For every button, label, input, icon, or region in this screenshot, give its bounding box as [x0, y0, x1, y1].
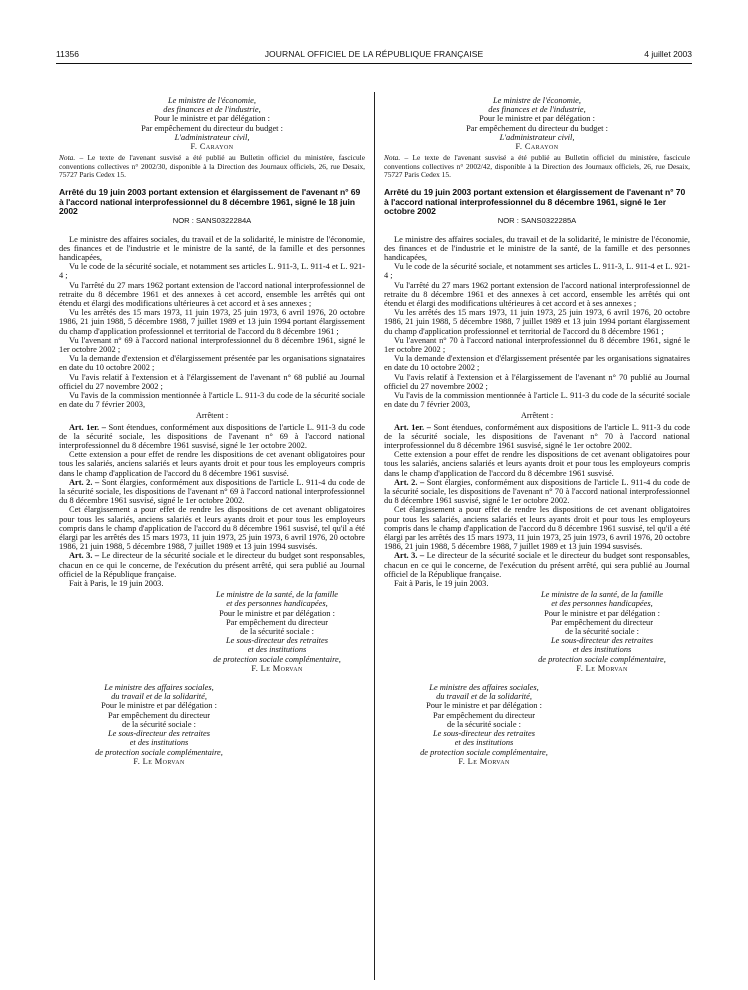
- signature-line: et des institutions: [129, 738, 189, 748]
- signature-line: L'administrateur civil,: [174, 132, 250, 142]
- preamble-paragraph: Vu la demande d'extension et d'élargissement présentée par les organisations signataires en date du 10 octobre 2002 ;: [59, 354, 365, 373]
- signature-lines: [384, 683, 584, 766]
- signature-lines: [514, 590, 690, 673]
- signature-line: Par empêchement du directeur: [225, 617, 329, 627]
- page-number: 11356: [56, 49, 80, 59]
- signature-line: Pour le ministre et par délégation :: [101, 701, 217, 711]
- signature-line: Le ministre de l'économie,: [167, 96, 256, 105]
- signature-line: de protection sociale complémentaire,: [420, 747, 548, 757]
- article-label: Art. 1er. –: [394, 422, 431, 432]
- article-paragraph: Cette extension a pour effet de rendre les dispositions de cet avenant obligatoires pour tous les salariés, anciens salariés et leurs ayants droit et pour tous les employeurs compris dans le champ d'application de l'accord du 8 décembre 1961 susvisé.: [384, 450, 690, 478]
- fait-a-paris: Fait à Paris, le 19 juin 2003.: [394, 579, 489, 589]
- signature-line: des finances et de l'industrie,: [488, 105, 586, 115]
- signature-line: et des institutions: [454, 738, 514, 748]
- article-text: Sont élargies, conformément aux dispositions de l'article L. 911-4 du code de la sécurité sociale, les dispositions de l'avenant n° 69 à l'accord national interprofessionnel du 8 décembre 1961 susvisé, signé le 1er octobre 2002.: [59, 477, 366, 506]
- arretent-heading: Arrêtent :: [195, 411, 229, 421]
- article-paragraph: [384, 423, 690, 451]
- note-text: Le texte de l'avenant susvisé a été publié au Bulletin officiel du ministère, fascicule conventions collectives n° 2002/30, disponible à la Direction des Journaux officiels, 26, rue Desaix, 75727 Paris Cedex 15.: [59, 153, 366, 179]
- fait-a-paris: Fait à Paris, le 19 juin 2003.: [69, 579, 164, 589]
- signature-line: Pour le ministre et par délégation :: [219, 608, 335, 618]
- article-label: Art. 3. –: [69, 551, 100, 561]
- note-lead: Nota. –: [59, 153, 84, 163]
- article-label: Art. 2. –: [69, 477, 100, 487]
- signature-line: Par empêchement du directeur: [550, 617, 654, 627]
- signature-line: Par empêchement du directeur: [432, 710, 536, 720]
- signature-block-sante: [59, 590, 365, 673]
- signature-line: Pour le ministre et par délégation :: [479, 114, 595, 124]
- signature-line: F. Carayon: [515, 142, 559, 152]
- preamble-paragraph: Vu le code de la sécurité sociale, et notamment ses articles L. 911-3, L. 911-4 et L. 921-4 ;: [59, 262, 365, 281]
- preamble-paragraph: Vu les arrêtés des 15 mars 1973, 11 juin 1973, 25 juin 1973, 6 avril 1976, 20 octobre 1986, 21 juin 1988, 5 décembre 1988, 7 juillet 1989 et 13 juin 1994 portant élargissement du champ d'application professionnel et territorial de l'accord du 8 décembre 1961 ;: [384, 308, 690, 336]
- publication-note: [384, 154, 690, 179]
- article-text: Le directeur de la sécurité sociale et le directeur du budget sont responsables, chacun en ce qui le concerne, de l'exécution du présent arrêté, qui sera publié au Journal officiel de la République française.: [384, 551, 690, 579]
- nor-reference: NOR : SANS0322285A: [497, 216, 577, 226]
- signature-line: F. Carayon: [190, 142, 234, 152]
- signature-line: Le sous-directeur des retraites: [551, 636, 653, 646]
- signature-line: Le ministre des affaires sociales,: [104, 683, 214, 693]
- publication-note: [59, 154, 365, 179]
- signature-lines: [189, 590, 365, 673]
- signature-line: Le sous-directeur des retraites: [226, 636, 328, 646]
- decree-title: Arrêté du 19 juin 2003 portant extension et élargissement de l'avenant n° 70 à l'accord national interprofessionnel du 8 décembre 1961, signé le 1er octobre 2002: [384, 187, 686, 216]
- signature-line: F. Le Morvan: [251, 663, 303, 673]
- preamble-paragraph: Vu l'arrêté du 27 mars 1962 portant extension de l'accord national interprofessionnel de retraite du 8 décembre 1961 et des annexes à cet accord, ensemble les arrêtés qui ont étendu et élargi des modifications ultérieures à cet accord et à ses annexes ;: [384, 280, 690, 308]
- signature-lines: [59, 683, 259, 766]
- issue-date: 4 juillet 2003: [644, 49, 692, 59]
- arretent-heading: Arrêtent :: [520, 411, 554, 421]
- signature-line: Le sous-directeur des retraites: [433, 729, 535, 739]
- signature-line: Le ministre des affaires sociales,: [429, 683, 539, 693]
- signature-line: de la sécurité sociale :: [565, 627, 639, 637]
- signature-line: Pour le ministre et par délégation :: [544, 608, 660, 618]
- article-label: Art. 3. –: [394, 551, 425, 561]
- article-text: Sont élargies, conformément aux dispositions de l'article L. 911-4 du code de la sécurité sociale, les dispositions de l'avenant n° 70 à l'accord national interprofessionnel du 8 décembre 1961 susvisé, signé le 1er octobre 2002.: [384, 477, 691, 506]
- signature-line: des finances et de l'industrie,: [163, 105, 261, 115]
- signature-line: F. Le Morvan: [576, 663, 628, 673]
- article-paragraph: [59, 478, 365, 506]
- article-paragraph: [59, 423, 365, 451]
- article-text: Le directeur de la sécurité sociale et le directeur du budget sont responsables, chacun en ce qui le concerne, de l'exécution du présent arrêté, qui sera publié au Journal officiel de la République française.: [59, 551, 365, 579]
- signature-line: Par empêchement du directeur du budget :: [141, 123, 283, 133]
- article-text: Sont étendues, conformément aux dispositions de l'article L. 911-3 du code de la sécurité sociale, les dispositions de l'avenant n° 69 à l'accord national interprofessionnel du 8 décembre 1961 susvisé, signé le 1er octobre 2002.: [59, 422, 366, 450]
- signature-line: et des personnes handicapées,: [551, 599, 653, 609]
- article-label: Art. 1er. –: [69, 422, 106, 432]
- article-paragraph: [59, 551, 365, 579]
- signature-line: Par empêchement du directeur: [107, 710, 211, 720]
- signature-line: F. Le Morvan: [458, 756, 510, 766]
- signature-line: de la sécurité sociale :: [447, 719, 521, 729]
- signature-line: Pour le ministre et par délégation :: [154, 114, 270, 124]
- preamble-paragraph: Le ministre des affaires sociales, du travail et de la solidarité, le ministre de l'économie, des finances et de l'industrie et le ministre de la santé, de la famille et des personnes handicapées,: [384, 234, 690, 262]
- top-signature-block: [59, 96, 365, 151]
- preamble-paragraph: Vu l'avis de la commission mentionnée à l'article L. 911-3 du code de la sécurité sociale en date du 7 février 2003,: [59, 390, 365, 410]
- top-signature-block: [384, 96, 690, 151]
- signature-line: de la sécurité sociale :: [240, 627, 314, 637]
- signature-line: et des personnes handicapées,: [226, 599, 328, 609]
- signature-line: F. Le Morvan: [133, 756, 185, 766]
- column-divider: [374, 92, 375, 980]
- article-paragraph: Cette extension a pour effet de rendre les dispositions de cet avenant obligatoires pour tous les salariés, anciens salariés et leurs ayants droit et pour tous les employeurs compris dans le champ d'application de l'accord du 8 décembre 1961 susvisé.: [59, 450, 365, 478]
- signature-line: de la sécurité sociale :: [122, 719, 196, 729]
- note-lead: Nota. –: [384, 153, 409, 163]
- signature-line: du travail et de la solidarité,: [111, 692, 207, 702]
- signature-line: Le ministre de l'économie,: [492, 96, 581, 105]
- header-rule: [56, 63, 692, 64]
- signature-line: Le sous-directeur des retraites: [108, 729, 210, 739]
- preamble-paragraph: Vu l'avenant n° 69 à l'accord national interprofessionnel du 8 décembre 1961, signé le 1er octobre 2002 ;: [59, 335, 365, 354]
- article-paragraph: Cet élargissement a pour effet de rendre les dispositions de cet avenant obligatoires pour tous les salariés, anciens salariés et leurs ayants droit et pour tous les employeurs compris dans le champ d'application de l'accord du 8 décembre 1961 susvisé, tel qu'il a été élargi par les arrêtés des 15 mars 1973, 11 juin 1973, 25 juin 1973, 6 avril 1976, 20 octobre 1986, 21 juin 1988, 5 décembre 1988, 7 juillet 1989 et 13 juin 1994 susvisés.: [59, 505, 365, 552]
- preamble-paragraph: Vu le code de la sécurité sociale, et notamment ses articles L. 911-3, L. 911-4 et L. 921-4 ;: [384, 262, 690, 281]
- article-paragraph: [384, 551, 690, 579]
- signature-line: du travail et de la solidarité,: [436, 692, 532, 702]
- right-column: [384, 96, 690, 766]
- article-label: Art. 2. –: [394, 477, 425, 487]
- signature-block-affaires-sociales: [384, 683, 584, 766]
- preamble-paragraph: Le ministre des affaires sociales, du travail et de la solidarité, le ministre de l'économie, des finances et de l'industrie et le ministre de la santé, de la famille et des personnes handicapées,: [59, 234, 365, 262]
- article-paragraph: Cet élargissement a pour effet de rendre les dispositions de cet avenant obligatoires pour tous les salariés, anciens salariés et leurs ayants droit et pour tous les employeurs compris dans le champ d'application de l'accord du 8 décembre 1961 susvisé, tel qu'il a été élargi par les arrêtés des 15 mars 1973, 11 juin 1973, 25 juin 1973, 6 avril 1976, 20 octobre 1986, 21 juin 1988, 5 décembre 1988, 7 juillet 1989 et 13 juin 1994 susvisés.: [384, 505, 690, 552]
- signature-line: de protection sociale complémentaire,: [95, 747, 223, 757]
- signature-line: Pour le ministre et par délégation :: [426, 701, 542, 711]
- preamble-paragraph: Vu l'avis de la commission mentionnée à l'article L. 911-3 du code de la sécurité sociale en date du 7 février 2003,: [384, 390, 690, 410]
- preamble-paragraph: Vu la demande d'extension et d'élargissement présentée par les organisations signataires en date du 10 octobre 2002 ;: [384, 354, 690, 373]
- signature-line: Le ministre de la santé, de la famille: [540, 590, 664, 600]
- left-column: [59, 96, 365, 766]
- signature-line: de protection sociale complémentaire,: [213, 654, 341, 664]
- preamble-paragraph: Vu les arrêtés des 15 mars 1973, 11 juin 1973, 25 juin 1973, 6 avril 1976, 20 octobre 1986, 21 juin 1988, 5 décembre 1988, 7 juillet 1989 et 13 juin 1994 portant élargissement du champ d'application professionnel et territorial de l'accord du 8 décembre 1961 ;: [59, 308, 365, 336]
- signature-line: de protection sociale complémentaire,: [538, 654, 666, 664]
- signature-block-affaires-sociales: [59, 683, 259, 766]
- page-header: [56, 49, 692, 63]
- signature-block-sante: [384, 590, 690, 673]
- preamble-paragraph: Vu l'avenant n° 70 à l'accord national interprofessionnel du 8 décembre 1961, signé le 1er octobre 2002 ;: [384, 335, 690, 354]
- preamble-paragraph: Vu l'arrêté du 27 mars 1962 portant extension de l'accord national interprofessionnel de retraite du 8 décembre 1961 et des annexes à cet accord, ensemble les arrêtés qui ont étendu et élargi des modifications ultérieures à cet accord et à ses annexes ;: [59, 280, 365, 308]
- article-paragraph: [384, 478, 690, 506]
- article-text: Sont étendues, conformément aux dispositions de l'article L. 911-3 du code de la sécurité sociale, les dispositions de l'avenant n° 70 à l'accord national interprofessionnel du 8 décembre 1961 susvisé, signé le 1er octobre 2002.: [384, 422, 691, 450]
- preamble-paragraph: Vu l'avis relatif à l'extension et à l'élargissement de l'avenant n° 68 publié au Journal officiel du 27 novembre 2002 ;: [59, 372, 365, 391]
- note-text: Le texte de l'avenant susvisé a été publié au Bulletin officiel du ministère, fascicule conventions collectives n° 2002/42, disponible à la Direction des Journaux officiels, 26, rue Desaix, 75727 Paris Cedex 15.: [384, 153, 691, 179]
- signature-line: et des institutions: [572, 645, 632, 655]
- signature-line: Par empêchement du directeur du budget :: [466, 123, 608, 133]
- signature-line: Le ministre de la santé, de la famille: [215, 590, 339, 600]
- journal-title: JOURNAL OFFICIEL DE LA RÉPUBLIQUE FRANÇAISE: [264, 49, 484, 59]
- nor-reference: NOR : SANS0322284A: [172, 216, 252, 226]
- preamble-paragraph: Vu l'avis relatif à l'extension et à l'élargissement de l'avenant n° 70 publié au Journal officiel du 27 novembre 2002 ;: [384, 372, 690, 391]
- decree-title: Arrêté du 19 juin 2003 portant extension et élargissement de l'avenant n° 69 à l'accord national interprofessionnel du 8 décembre 1961, signé le 18 juin 2002: [59, 187, 361, 216]
- signature-line: et des institutions: [247, 645, 307, 655]
- signature-line: L'administrateur civil,: [499, 132, 575, 142]
